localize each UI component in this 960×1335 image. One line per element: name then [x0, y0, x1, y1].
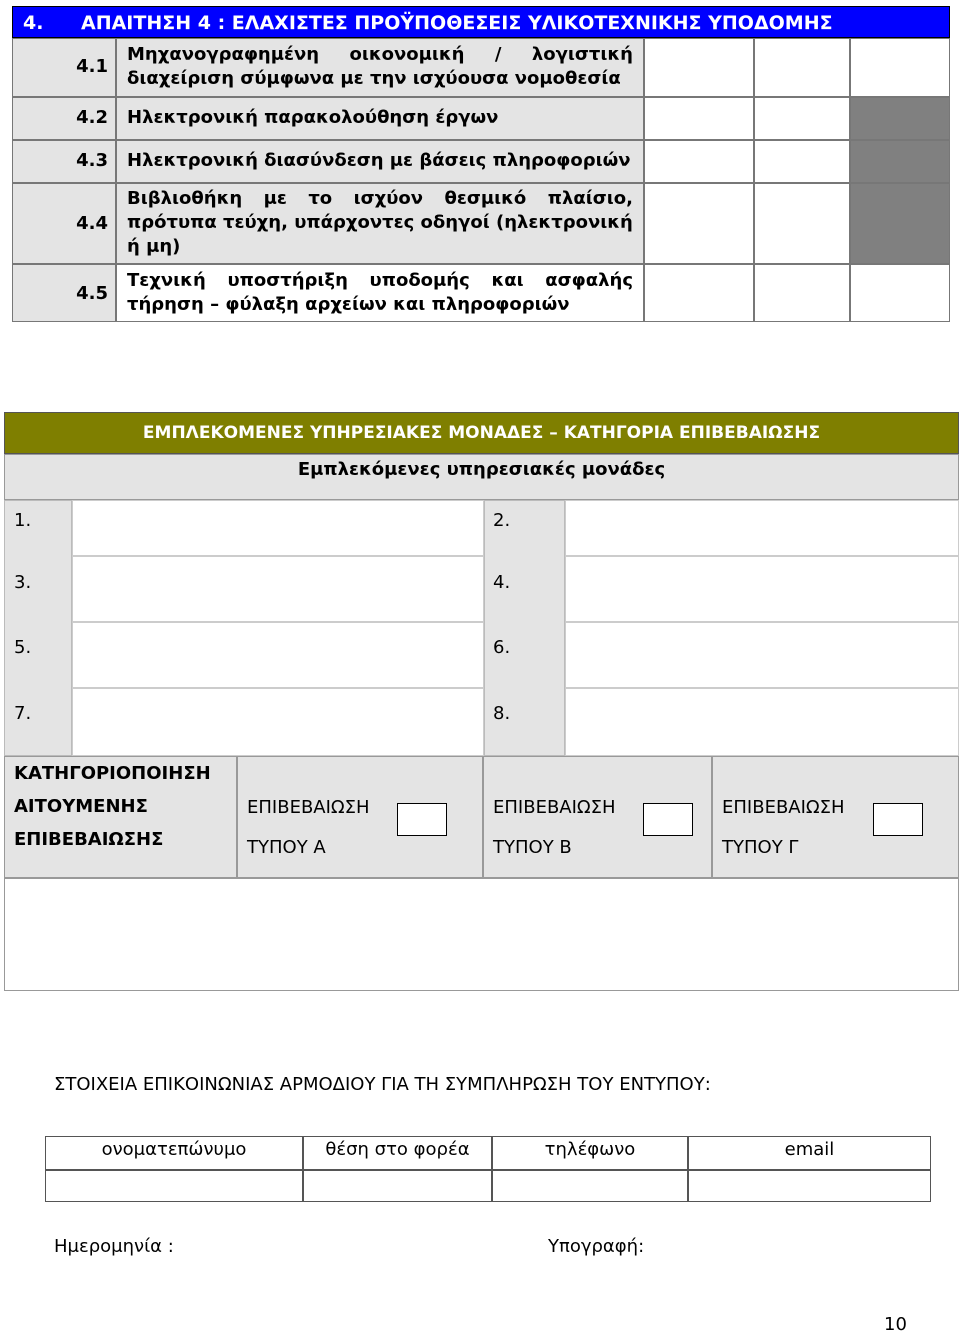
unit-1-field[interactable]: [72, 500, 484, 556]
row-4-3-col5-shaded: [850, 140, 950, 183]
unit-7-label: 7.: [14, 703, 32, 724]
unit-6-field[interactable]: [565, 622, 959, 688]
unit-1-label: 1.: [14, 510, 32, 531]
category-line-2: ΑΙΤΟΥΜΕΝΗΣ: [14, 796, 148, 817]
row-4-2-col4[interactable]: [754, 97, 850, 140]
row-4-3-col4[interactable]: [754, 140, 850, 183]
section-title: ΑΠΑΙΤΗΣΗ 4 : ΕΛΑΧΙΣΤΕΣ ΠΡΟΫΠΟΘΕΣΕΙΣ ΥΛΙΚΟΤΕΧΝΙΚΗΣ ΥΠΟΔΟΜΗΣ: [81, 12, 833, 34]
contact-email-input[interactable]: [688, 1170, 931, 1202]
contact-header-name: ονοματεπώνυμο: [101, 1139, 247, 1160]
unit-3-label: 3.: [14, 572, 32, 593]
signature-label: Υπογραφή:: [548, 1236, 645, 1257]
contact-name-input[interactable]: [45, 1170, 303, 1202]
row-4-2-number: 4.2: [76, 107, 108, 128]
row-4-5-number: 4.5: [76, 283, 108, 304]
contact-title: ΣΤΟΙΧΕΙΑ ΕΠΙΚΟΙΝΩΝΙΑΣ ΑΡΜΟΔΙΟΥ ΓΙΑ ΤΗ ΣΥΜΠΛΗΡΩΣΗ ΤΟΥ ΕΝΤΥΠΟΥ:: [54, 1074, 711, 1095]
row-4-1-number: 4.1: [76, 56, 108, 77]
notes-area[interactable]: [4, 878, 959, 991]
option-g-checkbox[interactable]: [873, 803, 923, 836]
row-4-2-col5-shaded: [850, 97, 950, 140]
units-subheader: Εμπλεκόμενες υπηρεσιακές μονάδες: [297, 459, 666, 480]
unit-2-label: 2.: [493, 510, 511, 531]
row-4-1-col3[interactable]: [644, 38, 754, 97]
row-4-1-line-1: Μηχανογραφημένη οικονομική / λογιστική: [127, 44, 633, 65]
row-4-4-line-3: ή μη): [127, 236, 181, 257]
contact-position-input[interactable]: [303, 1170, 492, 1202]
row-4-5-line-1: Τεχνική υποστήριξη υποδομής και ασφαλής: [127, 270, 633, 291]
unit-2-field[interactable]: [565, 500, 959, 556]
row-4-3-col3[interactable]: [644, 140, 754, 183]
option-a-checkbox[interactable]: [397, 803, 447, 836]
row-4-4-col4[interactable]: [754, 183, 850, 264]
unit-7-field[interactable]: [72, 688, 484, 756]
row-4-4-line-1: Βιβλιοθήκη με το ισχύον θεσμικό πλαίσιο,: [127, 188, 633, 209]
row-4-4-line-2: πρότυπα τεύχη, υπάρχοντες οδηγοί (ηλεκτρονική: [127, 212, 633, 233]
page-number: 10: [884, 1314, 907, 1335]
row-4-4-number: 4.4: [76, 213, 108, 234]
unit-3-field[interactable]: [72, 556, 484, 622]
unit-5-field[interactable]: [72, 622, 484, 688]
option-g-line-2: ΤΥΠΟΥ Γ: [722, 837, 799, 858]
category-line-3: ΕΠΙΒΕΒΑΙΩΣΗΣ: [14, 829, 164, 850]
row-4-3-number: 4.3: [76, 150, 108, 171]
row-4-1-col5[interactable]: [850, 38, 950, 97]
row-4-1-line-2: διαχείριση σύμφωνα με την ισχύουσα νομοθεσία: [127, 68, 621, 89]
section-4-header: [12, 6, 950, 38]
option-b-line-1: ΕΠΙΒΕΒΑΙΩΣΗ: [493, 797, 616, 818]
unit-4-label: 4.: [493, 572, 511, 593]
contact-header-phone: τηλέφωνο: [544, 1139, 636, 1160]
option-b-line-2: ΤΥΠΟΥ Β: [493, 837, 572, 858]
unit-5-label: 5.: [14, 637, 32, 658]
row-4-1-col4[interactable]: [754, 38, 850, 97]
contact-header-position: θέση στο φορέα: [325, 1139, 470, 1160]
row-4-5-line-2: τήρηση – φύλαξη αρχείων και πληροφοριών: [127, 294, 570, 315]
contact-header-email: email: [784, 1139, 835, 1160]
row-4-3-line-1: Ηλεκτρονική διασύνδεση με βάσεις πληροφοριών: [127, 150, 631, 171]
category-line-1: ΚΑΤΗΓΟΡΙΟΠΟΙΗΣΗ: [14, 763, 211, 784]
option-a-line-1: ΕΠΙΒΕΒΑΙΩΣΗ: [247, 797, 370, 818]
option-a-line-2: ΤΥΠΟΥ Α: [247, 837, 326, 858]
contact-phone-input[interactable]: [492, 1170, 688, 1202]
row-4-2-col3[interactable]: [644, 97, 754, 140]
option-b-checkbox[interactable]: [643, 803, 693, 836]
row-4-5-col4[interactable]: [754, 264, 850, 322]
unit-8-label: 8.: [493, 703, 511, 724]
row-4-4-col3[interactable]: [644, 183, 754, 264]
row-4-5-col5[interactable]: [850, 264, 950, 322]
units-header: ΕΜΠΛΕΚΟΜΕΝΕΣ ΥΠΗΡΕΣΙΑΚΕΣ ΜΟΝΑΔΕΣ – ΚΑΤΗΓΟΡΙΑ ΕΠΙΒΕΒΑΙΩΣΗΣ: [4, 412, 959, 454]
unit-6-label: 6.: [493, 637, 511, 658]
date-label: Ημερομηνία :: [54, 1236, 174, 1257]
row-4-5-col3[interactable]: [644, 264, 754, 322]
section-number: 4.: [23, 12, 44, 34]
row-4-4-col5-shaded: [850, 183, 950, 264]
unit-4-field[interactable]: [565, 556, 959, 622]
row-4-2-line-1: Ηλεκτρονική παρακολούθηση έργων: [127, 107, 499, 128]
unit-8-field[interactable]: [565, 688, 959, 756]
option-g-line-1: ΕΠΙΒΕΒΑΙΩΣΗ: [722, 797, 845, 818]
